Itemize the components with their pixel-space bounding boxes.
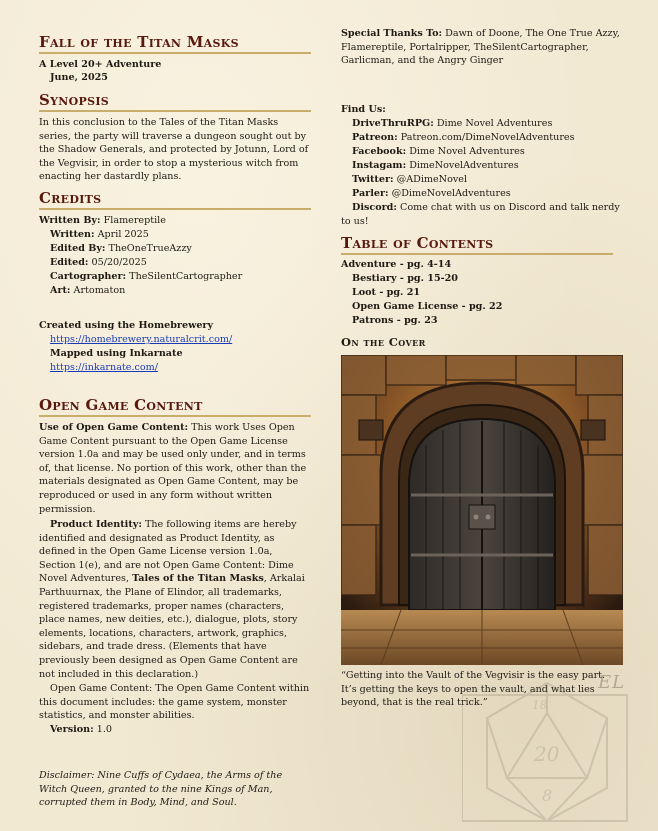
- d20-icon: [462, 673, 632, 823]
- synopsis-heading: Synopsis: [39, 91, 311, 112]
- toc-item-bestiary[interactable]: Bestiary - pg. 15-20: [352, 273, 458, 284]
- find-us-label: Find Us:: [341, 104, 386, 115]
- adventure-date: June, 2025: [50, 72, 108, 83]
- credit-edited: Edited: 05/20/2025: [50, 257, 147, 268]
- d20-number-center: 20: [534, 742, 560, 766]
- d20-number-bottom: 8: [542, 786, 553, 805]
- cover-image: [341, 355, 623, 665]
- homebrewery-label: Created using the Homebrewery: [39, 320, 214, 331]
- synopsis-text: In this conclusion to the Tales of the Titan Masks series, the party will traverse a dungeon sought out by the Shadow Generals, and protected by Jotunn, Lord of the Vegvisir, in order to stop a mysterious witch from enacting her dastardly plans.: [39, 117, 309, 183]
- credits-heading: Credits: [39, 189, 311, 210]
- find-us-drivethrurpg: DriveThruRPG: Dime Novel Adventures: [352, 118, 553, 129]
- toc-item-loot[interactable]: Loot - pg. 21: [352, 287, 421, 298]
- d20-number-top: 18: [532, 698, 548, 712]
- inkarnate-link-line: [39, 361, 158, 375]
- inkarnate-label: Mapped using Inkarnate: [50, 348, 183, 359]
- credit-written: Written: April 2025: [50, 229, 149, 240]
- ogc-version: Version: 1.0: [50, 724, 113, 735]
- watermark-text: EL: [598, 672, 626, 693]
- homebrewery-link[interactable]: https://homebrewery.naturalcrit.com/: [50, 334, 233, 345]
- special-thanks: Special Thanks To: Dawn of Doone, The One True Azzy, Flamereptile, Portalripper, TheSilentCartographer, Garlicman, and the Angry Ginger: [341, 28, 620, 67]
- toc-item-ogl[interactable]: Open Game License - pg. 22: [352, 301, 503, 312]
- find-us-twitter: Twitter: @ADimeNovel: [352, 174, 468, 185]
- disclaimer-text: Disclaimer: Nine Cuffs of Cydaea, the Arms of the Witch Queen, granted to the nine Kings of Man, corrupted them in Body, Mind, and Soul.: [39, 770, 283, 809]
- find-us-discord: Discord: Come chat with us on Discord and talk nerdy to us!: [341, 202, 620, 227]
- homebrewery-link-line: [39, 333, 232, 347]
- inkarnate-link[interactable]: https://inkarnate.com/: [50, 362, 158, 373]
- cover-heading: On the Cover: [341, 335, 426, 349]
- ogc-content-paragraph: Open Game Content: The Open Game Content within this document includes: the game system, monster statistics, and monster abilities.: [39, 683, 310, 722]
- find-us-facebook: Facebook: Dime Novel Adventures: [352, 146, 525, 157]
- toc-item-patrons[interactable]: Patrons - pg. 23: [352, 315, 438, 326]
- credit-cartographer: Cartographer: TheSilentCartographer: [50, 271, 243, 282]
- find-us-parler: Parler: @DimeNovelAdventures: [352, 188, 511, 199]
- credit-edited-by: Edited By: TheOneTrueAzzy: [50, 243, 192, 254]
- d20-watermark: [462, 673, 632, 823]
- cover-quote: “Getting into the Vault of the Vegvisir is the easy part. It’s getting the keys to open the vault, and what lies beyond, that is the real trick.”: [341, 670, 606, 709]
- credit-written-by: Written By: Flamereptile: [39, 215, 166, 226]
- vault-door-illustration: [341, 355, 623, 665]
- title-heading: Fall of the Titan Masks: [39, 33, 311, 54]
- adventure-level: A Level 20+ Adventure: [39, 59, 162, 70]
- credit-art: Art: Artomaton: [50, 285, 126, 296]
- find-us-patreon: Patreon: Patreon.com/DimeNovelAdventures: [352, 132, 575, 143]
- find-us-instagram: Instagam: DimeNovelAdventures: [352, 160, 519, 171]
- toc-item-adventure[interactable]: Adventure - pg. 4-14: [341, 259, 452, 270]
- ogc-use-paragraph: Use of Open Game Content: This work Uses Open Game Content pursuant to the Open Game License version 1.0a and may be used only under, and in terms of, that license. No portion of this work, other than the materials designated as Open Game Content, may be reproduced or used in any form without written permission.: [39, 422, 307, 515]
- toc-heading: Table of Contents: [341, 234, 613, 255]
- ogc-product-identity-paragraph: Product Identity: The following items are hereby identified and designated as Product Identity, as defined in the Open Game License version 1.0a, Section 1(e), and are not Open Game Content: Dime Novel Adventures, Tales of the Titan Masks, Arkalai Parthuurnax, the Plane of Elindor, all trademarks, registered trademarks, proper names (characters, place names, new deities, etc.), dialogue, plots, story elements, locations, characters, artwork, graphics, sidebars, and trade dress. (Elements that have previously been designed as Open Game Content are not included in this declaration.): [39, 519, 305, 680]
- ogc-heading: Open Game Content: [39, 396, 311, 417]
